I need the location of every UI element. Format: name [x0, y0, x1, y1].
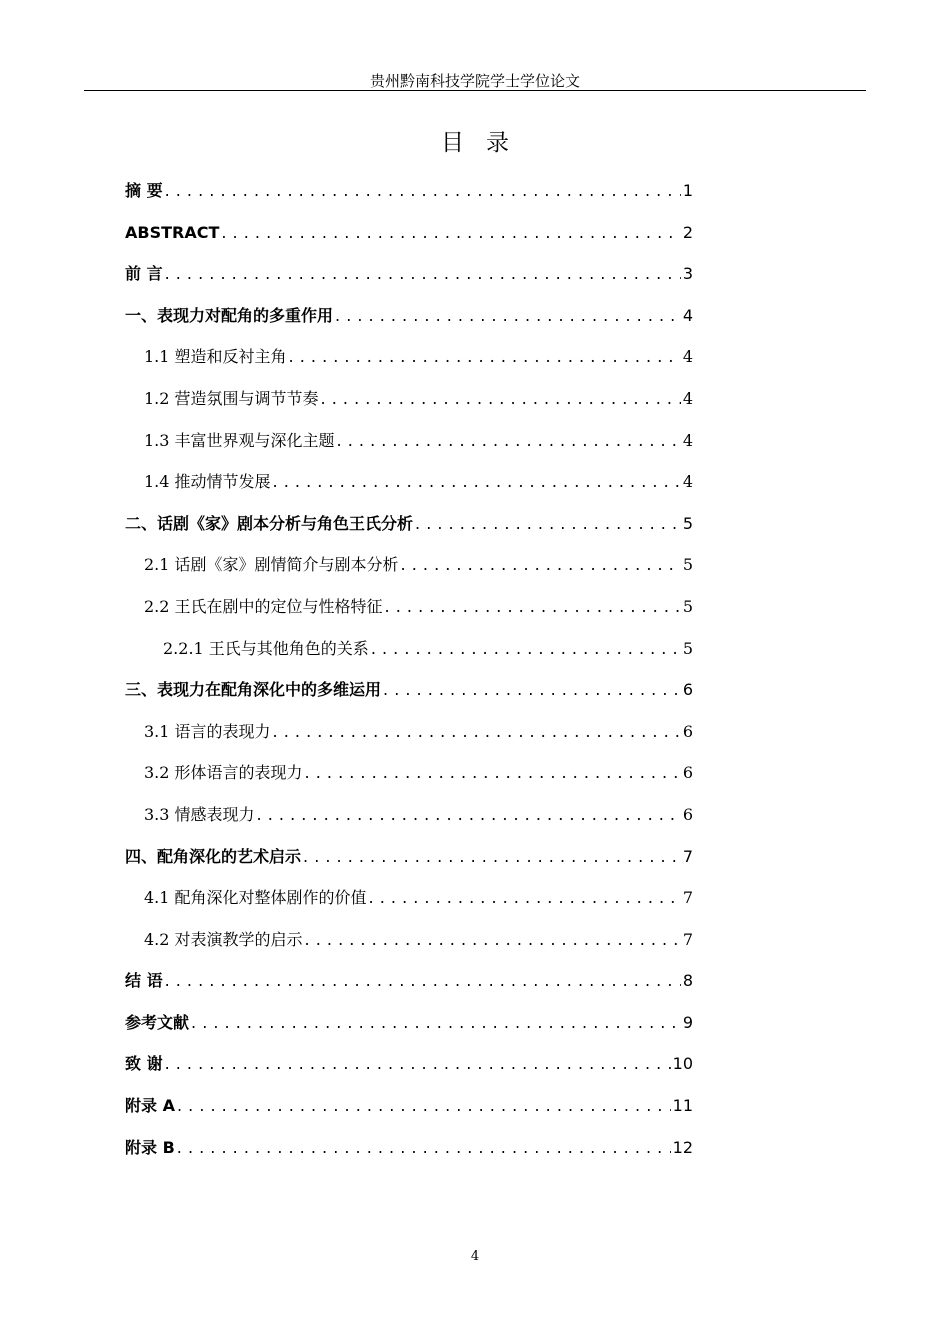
- toc-entry-page: 6: [682, 804, 693, 824]
- toc-entry-label: 4.2 对表演教学的启示: [144, 929, 303, 949]
- toc-leader-dots: [289, 345, 681, 369]
- toc-entry[interactable]: [125, 1094, 693, 1136]
- toc-entry-page: 5: [682, 596, 693, 616]
- toc-entry-label: 参考文献: [125, 1012, 190, 1032]
- toc-entry-page: 8: [682, 971, 693, 991]
- toc-leader-dots: [305, 928, 681, 952]
- toc-entry[interactable]: [125, 720, 693, 762]
- toc-entry-page: 4: [682, 305, 693, 325]
- toc-leader-dots: [383, 678, 681, 702]
- toc-entry-page: 6: [682, 763, 693, 783]
- toc-entry-label: 1.3 丰富世界观与深化主题: [144, 430, 335, 450]
- toc-leader-dots: [385, 595, 681, 619]
- toc-entry[interactable]: [125, 179, 693, 221]
- toc-leader-dots: [415, 512, 681, 536]
- toc-entry[interactable]: [125, 845, 693, 887]
- toc-entry-label: 3.3 情感表现力: [144, 804, 255, 824]
- toc-entry-label: 四、配角深化的艺术启示: [125, 846, 302, 866]
- toc-entry-label: 一、表现力对配角的多重作用: [125, 305, 334, 325]
- toc-entry[interactable]: [125, 1011, 693, 1053]
- toc-entry-page: 10: [672, 1054, 693, 1074]
- header-rule: [84, 90, 866, 91]
- toc-leader-dots: [321, 387, 681, 411]
- toc-entry-page: 4: [682, 430, 693, 450]
- toc-entry[interactable]: [125, 1052, 693, 1094]
- toc-entry-label: 附录 B: [125, 1137, 175, 1157]
- toc-entry-page: 4: [682, 347, 693, 367]
- toc-entry[interactable]: [125, 595, 693, 637]
- toc-entry[interactable]: [125, 512, 693, 554]
- toc-entry-label: 3.2 形体语言的表现力: [144, 763, 303, 783]
- toc-entry-label: 二、话剧《家》剧本分析与角色王氏分析: [125, 513, 414, 533]
- toc-entry[interactable]: [125, 678, 693, 720]
- toc-entry-label: 2.2 王氏在剧中的定位与性格特征: [144, 596, 383, 616]
- toc-leader-dots: [371, 637, 681, 661]
- toc-entry[interactable]: [125, 1136, 693, 1178]
- toc-leader-dots: [369, 886, 681, 910]
- toc-leader-dots: [177, 1136, 671, 1160]
- toc-entry-page: 6: [682, 721, 693, 741]
- toc-entry-label: 摘 要: [125, 181, 163, 200]
- toc-entry-page: 4: [682, 388, 693, 408]
- toc-entry-page: 5: [682, 555, 693, 575]
- toc-entry-page: 11: [672, 1096, 693, 1116]
- toc-entry[interactable]: [125, 803, 693, 845]
- toc-title: 目录: [441, 130, 531, 156]
- toc-entry[interactable]: [125, 470, 693, 512]
- toc-entry-page: 6: [682, 680, 693, 700]
- toc-entry-label: 3.1 语言的表现力: [144, 721, 271, 741]
- toc-leader-dots: [221, 221, 680, 245]
- toc-entry-page: 4: [682, 472, 693, 492]
- toc-entry-page: 5: [682, 638, 693, 658]
- toc-entry-label: 2.2.1 王氏与其他角色的关系: [163, 638, 369, 658]
- toc-entry-label: 三、表现力在配角深化中的多维运用: [125, 680, 382, 700]
- toc-entry[interactable]: [125, 761, 693, 803]
- page-number: 4: [470, 1249, 480, 1264]
- toc-entry-page: 7: [682, 846, 693, 866]
- toc-entry[interactable]: [125, 429, 693, 471]
- toc-entry-page: 7: [682, 888, 693, 908]
- toc-leader-dots: [191, 1011, 681, 1035]
- toc-leader-dots: [177, 1094, 671, 1118]
- toc-leader-dots: [165, 179, 681, 203]
- toc-entry-label: ABSTRACT: [125, 222, 220, 242]
- toc-leader-dots: [165, 1052, 671, 1076]
- toc-entry-page: 3: [682, 264, 693, 284]
- toc-leader-dots: [337, 429, 681, 453]
- toc-entry[interactable]: [125, 969, 693, 1011]
- table-of-contents: [125, 179, 693, 1177]
- running-header: 贵州黔南科技学院学士学位论文: [369, 72, 580, 90]
- toc-entry-label: 1.2 营造氛围与调节节奏: [144, 388, 319, 408]
- toc-entry-page: 12: [672, 1137, 693, 1157]
- toc-leader-dots: [165, 262, 681, 286]
- toc-leader-dots: [401, 553, 681, 577]
- toc-entry[interactable]: [125, 553, 693, 595]
- toc-entry[interactable]: [125, 221, 693, 263]
- toc-leader-dots: [257, 803, 681, 827]
- toc-entry[interactable]: [125, 928, 693, 970]
- toc-entry-label: 2.1 话剧《家》剧情简介与剧本分析: [144, 555, 399, 575]
- toc-leader-dots: [273, 470, 681, 494]
- toc-entry-label: 附录 A: [125, 1096, 175, 1116]
- toc-entry[interactable]: [125, 262, 693, 304]
- toc-entry-label: 1.1 塑造和反衬主角: [144, 347, 287, 367]
- toc-leader-dots: [303, 845, 681, 869]
- toc-leader-dots: [305, 761, 681, 785]
- toc-entry-page: 2: [682, 222, 693, 242]
- toc-entry-label: 4.1 配角深化对整体剧作的价值: [144, 888, 367, 908]
- toc-entry-label: 前 言: [125, 264, 163, 284]
- toc-entry[interactable]: [125, 304, 693, 346]
- toc-entry-label: 结 语: [125, 971, 163, 991]
- toc-entry[interactable]: [125, 387, 693, 429]
- toc-leader-dots: [335, 304, 681, 328]
- toc-entry[interactable]: [125, 345, 693, 387]
- toc-entry[interactable]: [125, 637, 693, 679]
- toc-entry[interactable]: [125, 886, 693, 928]
- toc-entry-label: 1.4 推动情节发展: [144, 472, 271, 492]
- toc-leader-dots: [273, 720, 681, 744]
- toc-entry-page: 7: [682, 929, 693, 949]
- toc-entry-page: 9: [682, 1012, 693, 1032]
- toc-leader-dots: [165, 969, 681, 993]
- toc-entry-label: 致 谢: [125, 1054, 163, 1074]
- toc-entry-page: 5: [682, 513, 693, 533]
- toc-entry-page: 1: [682, 181, 693, 200]
